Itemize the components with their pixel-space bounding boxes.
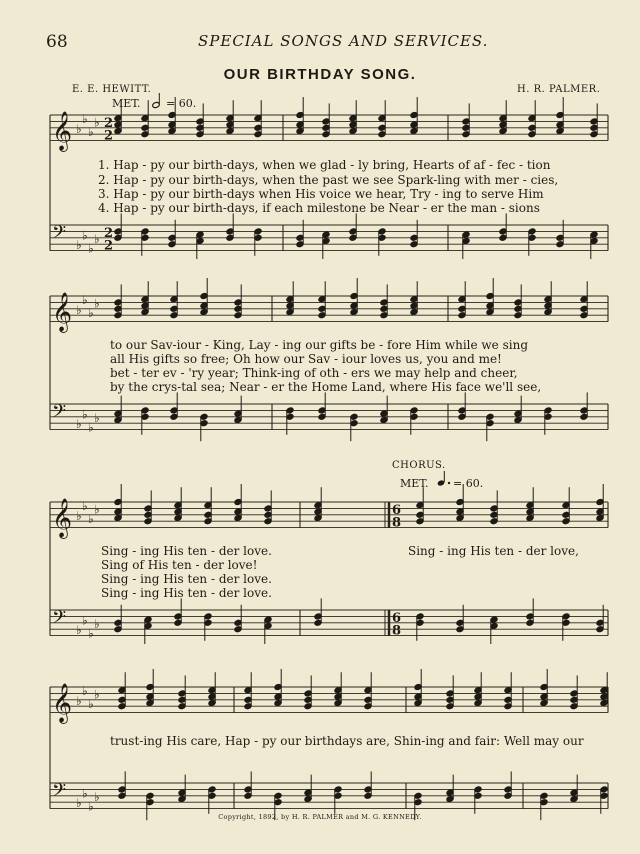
flat-sign: ♭	[88, 626, 94, 641]
verse-2-line-2: all His gifts so free; Oh how our Sav - iour loves us, you and me!	[110, 352, 502, 366]
flat-sign: ♭	[76, 508, 82, 523]
flat-sign: ♭	[82, 407, 88, 422]
verse-4-line-2: by the crys-tal sea; Near - er the Home Land, where His face we'll see,	[110, 380, 542, 394]
barlines	[50, 115, 608, 809]
bass-clef: 𝄢	[52, 222, 67, 248]
flat-sign: ♭	[82, 112, 88, 127]
flat-sign: ♭	[88, 799, 94, 814]
verse-1-line-1: 1. Hap - py our birth-days, when we glad - ly bring, Hearts of af - fec - tion	[98, 158, 551, 172]
clefs-and-keys	[52, 111, 100, 814]
lyricist: E. E. HEWITT.	[72, 84, 152, 95]
chorus-label: CHORUS.	[392, 460, 446, 471]
verse-4-line-1: 4. Hap - py our birth-days, if each milestone be Near - er the man - sions	[98, 201, 540, 215]
flat-sign: ♭	[88, 420, 94, 435]
song-title: OUR BIRTHDAY SONG.	[223, 66, 417, 83]
flat-sign: ♭	[94, 789, 100, 804]
flat-sign: ♭	[76, 302, 82, 317]
verse-3-line-2: bet - ter ev - 'ry year; Think-ing of oth - ers we may help and cheer,	[110, 366, 518, 380]
flat-sign: ♭	[94, 231, 100, 246]
verse-3-line-3: Sing - ing His ten - der love.	[101, 572, 272, 586]
metronome-value: = 60.	[166, 97, 197, 110]
bass-clef: 𝄢	[52, 607, 67, 633]
flat-sign: ♭	[82, 228, 88, 243]
metronome-label: MET.	[112, 97, 141, 110]
flat-sign: ♭	[82, 293, 88, 308]
copyright-notice: Copyright, 1892, by H. R. PALMER and M. G. KENNEDY.	[218, 813, 422, 821]
flat-sign: ♭	[94, 410, 100, 425]
flat-sign: ♭	[82, 786, 88, 801]
verse-1-line-2: to our Sav-iour - King, Lay - ing our gifts be - fore Him while we sing	[110, 338, 529, 352]
flat-sign: ♭	[88, 697, 94, 711]
treble-clef: 𝄞	[52, 682, 73, 723]
time-signature-numerator: 2	[104, 115, 114, 131]
flat-sign: ♭	[94, 502, 100, 517]
staff-lines	[50, 115, 608, 809]
flat-sign: ♭	[94, 687, 100, 702]
metronome-dotted-quarter-icon	[437, 471, 450, 487]
chorus-met-value: = 60.	[453, 477, 484, 490]
flat-sign: ♭	[76, 121, 82, 136]
treble-clef: 𝄞	[52, 110, 73, 151]
verse-2-line-1: 2. Hap - py our birth-days, when the past we see Spark-ling with mer - cies,	[98, 173, 559, 187]
flat-sign: ♭	[76, 417, 82, 432]
metronome-half-note-icon	[152, 93, 160, 109]
flat-sign: ♭	[88, 306, 94, 320]
treble-clef: 𝄞	[52, 497, 73, 538]
page-number: 68	[46, 32, 68, 52]
chorus-met-label: MET.	[400, 477, 429, 490]
treble-clef: 𝄞	[52, 291, 73, 332]
composer: H. R. PALMER.	[517, 84, 601, 95]
chorus-line-1: Sing - ing His ten - der love,	[408, 544, 579, 558]
time-signature-numerator: 6	[392, 502, 402, 518]
flat-sign: ♭	[76, 693, 82, 708]
verse-1-line-3: Sing - ing His ten - der love.	[101, 544, 272, 558]
time-signature-denominator: 8	[392, 515, 402, 531]
bass-clef: 𝄢	[52, 780, 67, 806]
flat-sign: ♭	[94, 616, 100, 631]
chorus-line-2: trust-ing His care, Hap - py our birthdays are, Shin-ing and fair: Well may our	[110, 734, 584, 748]
time-signature-denominator: 2	[104, 238, 114, 254]
flat-sign: ♭	[88, 125, 94, 139]
verse-3-line-1: 3. Hap - py our birth-days when His voice we hear, Try - ing to serve Him	[98, 187, 544, 201]
flat-sign: ♭	[82, 499, 88, 514]
flat-sign: ♭	[88, 512, 94, 526]
time-signature-numerator: 6	[392, 610, 402, 626]
time-signature-denominator: 8	[392, 623, 402, 639]
flat-sign: ♭	[82, 613, 88, 628]
bass-clef: 𝄢	[52, 401, 67, 427]
flat-sign: ♭	[94, 296, 100, 311]
time-signature-denominator: 2	[104, 128, 114, 144]
verse-4-line-3: Sing - ing His ten - der love.	[101, 586, 272, 600]
flat-sign: ♭	[76, 238, 82, 253]
flat-sign: ♭	[76, 796, 82, 811]
flat-sign: ♭	[94, 115, 100, 130]
running-title: SPECIAL SONGS AND SERVICES.	[198, 32, 489, 50]
flat-sign: ♭	[88, 241, 94, 256]
verse-2-line-3: Sing of His ten - der love!	[101, 558, 258, 572]
time-signature-numerator: 2	[104, 225, 114, 241]
flat-sign: ♭	[82, 684, 88, 699]
flat-sign: ♭	[76, 623, 82, 638]
